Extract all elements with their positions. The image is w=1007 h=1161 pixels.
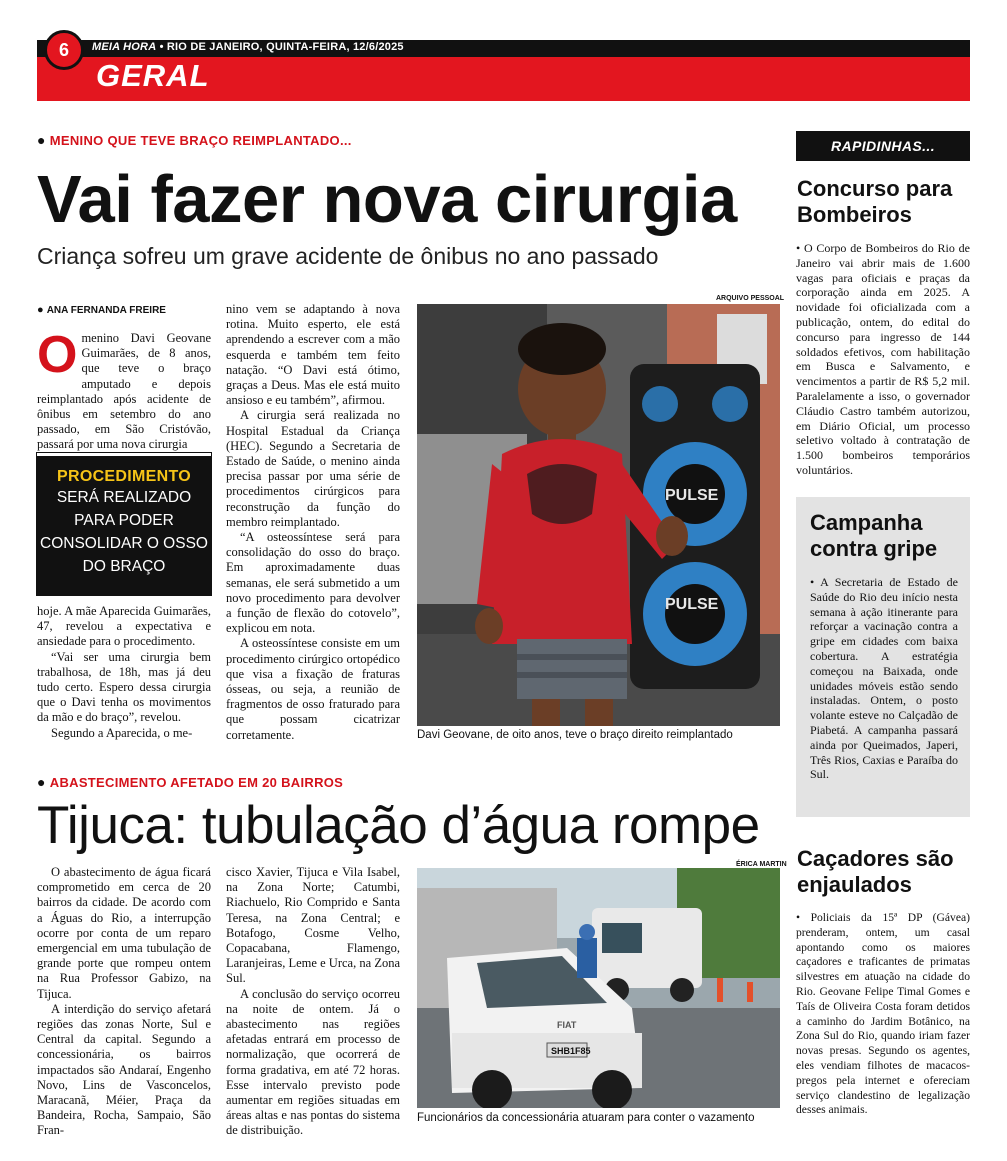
photo-credit: ARQUIVO PESSOAL — [716, 295, 785, 302]
byline: ● ANA FERNANDA FREIRE — [37, 304, 166, 316]
story1-headline: Vai fazer nova cirurgia — [37, 162, 737, 237]
dateline: • RIO DE JANEIRO, QUINTA-FEIRA, 12/6/2025 — [156, 41, 404, 53]
paper-name: MEIA HORA — [92, 41, 157, 53]
story2-column-1: O abastecimento de água ficará comprometido em cerca de 20 bairros da cidade. De acordo com a Águas do Rio, a interrupção ocorre por conta de um reparo emergencial em uma tubulação de grande porte que rompeu ontem na Rua Professor Gabizo, na Tijuca. A interdição do serviço afetará regiões das zonas Norte, Sul e Central da capital. Segundo a concessionária, os bairros impactados são Andaraí, Engenho Novo, Lins de Vasconcelos, Maracanã, Méier, Praça da Bandeira, Rocha, Sampaio, São Fran- — [37, 865, 211, 1138]
brief-body: • A Secretaria de Estado de Saúde do Rio deu início nesta semana à ação itinerante para reforçar a vacinação contra a gripe em cidades com baixa cobertura. A estratégia começou na Baixada, onde unidades móveis estão sendo instaladas. Ontem, o posto volante esteve no Calçadão de Piabetá. A campanha passará ainda por Queimados, Japeri, Três Rios, Caxias e Paraíba do Sul. — [810, 575, 958, 782]
bullet-icon: ● — [37, 132, 46, 148]
photo-credit: ÉRICA MARTIN — [736, 861, 787, 868]
photo-caption: Davi Geovane, de oito anos, teve o braço direito reimplantado — [417, 729, 733, 741]
van-brand: FIAT — [557, 1020, 577, 1030]
brief-body: • O Corpo de Bombeiros do Rio de Janeiro vai abrir mais de 1.600 vagas para oficiais e praças da corporação ainda em 2025. A novidade foi oficializada com a publicação, ontem, do edital do concurso para ingresso de 144 soldados efetivos, com habilitação em Busca e Salvamento, e vencimentos a partir de R$ 5,2 mil. Paralelamente a isso, o governador Cláudio Castro também autorizou, em Diário Oficial, um processo seletivo voltado à contratação de 1.500 bombeiros temporários voluntários. — [796, 241, 970, 477]
pull-quote-text: SERÁ REALIZADO PARA PODER CONSOLIDAR O OSSO DO BRAÇO — [40, 489, 208, 575]
speaker-brand: PULSE — [665, 596, 719, 613]
story2-headline: Tijuca: tubulação d’água rompe — [37, 796, 760, 855]
story1-column-1b: hoje. A mãe Aparecida Guimarães, 47, revelou a expectativa e ansiedade para o procedimento. “Vai ser uma cirurgia bem trabalhosa, de 18h, mas já deu tudo certo. Espero dessa cirurgia que o Davi tenha os movimentos da mão e do braço”, revelou. Segundo a Aparecida, o me- — [37, 604, 211, 740]
boy-photo — [417, 304, 780, 726]
pull-quote — [37, 453, 211, 595]
story1-column-1a: Omenino Davi Geovane Guimarães, de 8 anos, que teve o braço amputado e depois reimplantado após acidente de ônibus em setembro do ano passado, em São Cristóvão, passará por uma nova cirurgia — [37, 326, 211, 452]
story2-kicker: ● ABASTECIMENTO AFETADO EM 20 BAIRROS — [37, 774, 344, 790]
water-pipe-photo — [417, 868, 780, 1108]
photo-caption: Funcionários da concessionária atuaram para conter o vazamento — [417, 1112, 755, 1124]
brief-title: Caçadores são enjaulados — [797, 846, 954, 897]
brief-title: Concurso para Bombeiros — [797, 176, 953, 227]
sidebar-label: RAPIDINHAS... — [796, 131, 970, 161]
drop-cap: O — [37, 326, 78, 384]
brief-title: Campanha contra gripe — [810, 510, 938, 561]
story1-column-2: nino vem se adaptando à nova rotina. Muito esperto, ele está aprendendo a escrever com a mão esquerda e também tem feito natação. “O Davi está ótimo, graças a Deus. Mas ele está muito ansioso e eu também”, afirmou. A cirurgia será realizada no Hospital Estadual da Criança (HEC). Segundo a Secretaria de Estado de Saúde, o menino ainda precisa passar por uma série de procedimentos cirúrgicos para reconstrução da função do membro reimplantado. “A osteossíntese será para consolidação do osso do braço. Em aproximadamente duas semanas, ele será submetido a um novo procedimento para devolver a função de flexão do cotovelo”, explicou em nota. A osteossíntese consiste em um procedimento cirúrgico ortopédico que visa a fixação de fraturas ósseas, ou seja, a reunião de fragmentos de osso fraturado para que possam cicatrizar corretamente. — [226, 302, 400, 742]
story2-column-2: cisco Xavier, Tijuca e Vila Isabel, na Zona Norte; Catumbi, Riachuelo, Rio Comprido e Santa Teresa, na Zona Central; e Botafogo, Cosme Velho, Copacabana, Flamengo, Laranjeiras, Leme e Urca, na Zona Sul. A conclusão do serviço ocorreu na noite de ontem. Já o abastecimento nas regiões afetadas entrará em processo de normalização, que ocorrerá de forma gradativa, em até 72 horas. Esse intervalo previsto pode aumentar em regiões situadas em áreas altas e nas pontas do sistema de distribuição. — [226, 865, 400, 1138]
story1-subhead: Criança sofreu um grave acidente de ônibus no ano passado — [37, 243, 659, 269]
pull-quote-title: PROCEDIMENTO — [57, 468, 191, 485]
speaker-brand: PULSE — [665, 487, 719, 504]
license-plate: SHB1F85 — [551, 1046, 591, 1056]
page-number: 6 — [44, 30, 84, 70]
masthead — [92, 41, 404, 53]
bullet-icon: ● — [37, 774, 46, 790]
story1-kicker: ● MENINO QUE TEVE BRAÇO REIMPLANTADO... — [37, 132, 352, 148]
section-title: GERAL — [96, 58, 210, 93]
brief-body: • Policiais da 15ª DP (Gávea) prenderam, ontem, um casal apontando como os maiores caçadores e traficantes de primatas silvestres em atuação na cidade do Rio. Geovane Felipe Timal Gomes e Taís de Oliveira Costa foram detidos a caminho do Jardim Botânico, na Zona Sul do Rio, quando iriam fazer novas presas. Segundo os agentes, eles vendiam filhotes de macacos-pregos pela internet e ofereciam serviço clandestino de legalização desses animais. — [796, 911, 970, 1117]
